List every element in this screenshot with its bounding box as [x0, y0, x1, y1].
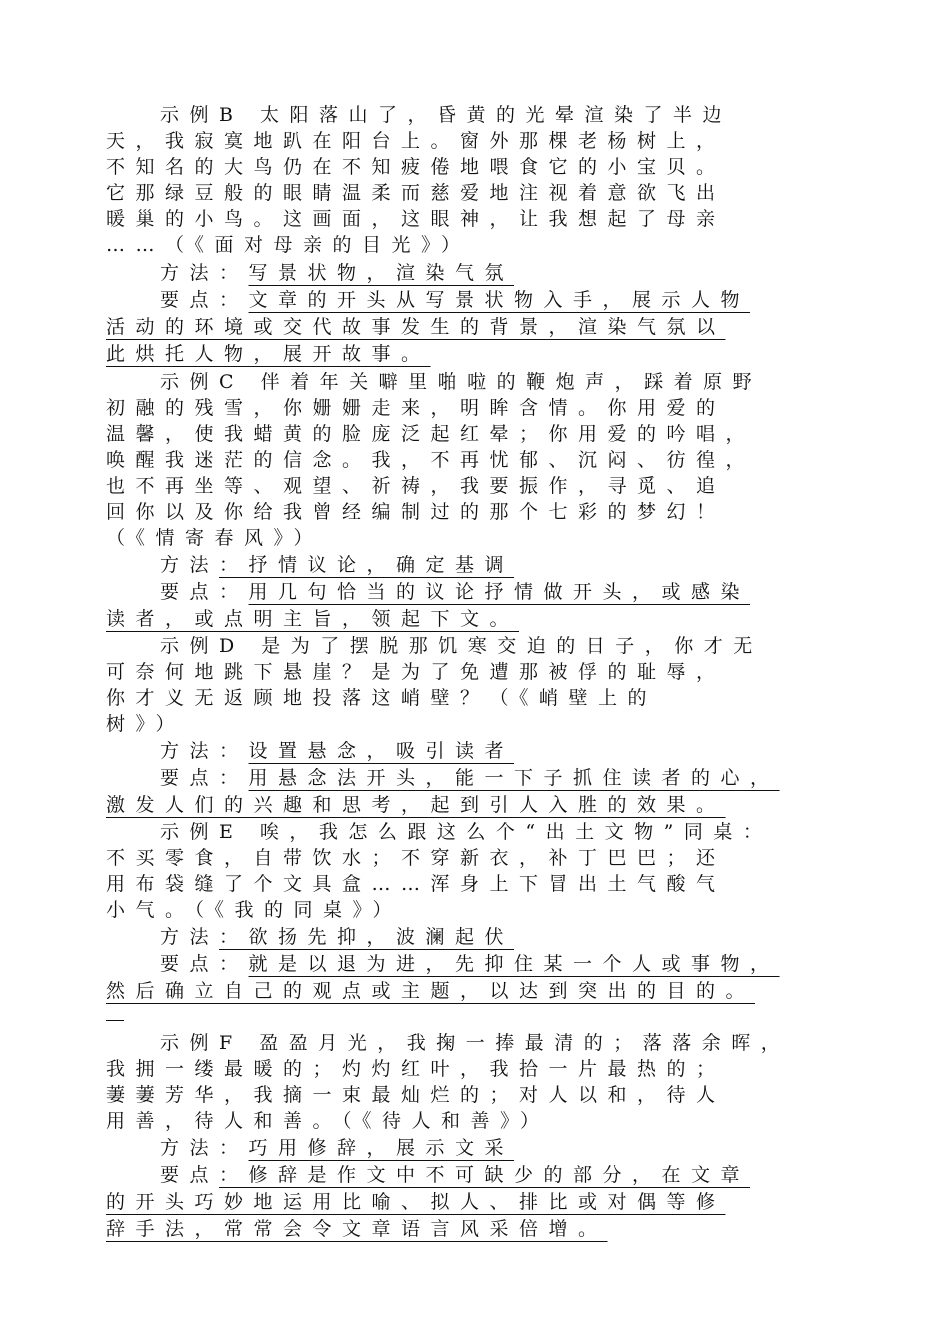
- example-d-point-line: 激发人们的兴趣和思考，起到引人入胜的效果。: [106, 794, 726, 816]
- example-d-line: 示例D 是为了摆脱那饥寒交迫的日子，你才无: [160, 635, 763, 657]
- point-text: 文章的开头从写景状物入手，展示人物: [248, 289, 751, 311]
- example-e-point-line: 然后确立自己的观点或主题，以达到突出的目的。: [106, 980, 756, 1002]
- example-f-method: [160, 1135, 866, 1161]
- method-label: 方法: [160, 554, 220, 576]
- example-e-line: 不买零食，自带饮水；不穿新衣，补丁巴巴；还: [106, 847, 726, 869]
- example-d-line: 你才义无返顾地投落这峭壁？（《峭壁上的: [106, 687, 658, 709]
- example-c-method: [160, 552, 866, 578]
- example-b-point: [160, 287, 866, 313]
- example-c-point-line: 读者，或点明主旨，领起下文。: [106, 608, 520, 630]
- example-e-method: [160, 924, 866, 950]
- example-f-line: 用善，待人和善。（《待人和善》）: [106, 1110, 550, 1132]
- method-text: 写景状物，渲染气氛: [248, 262, 515, 284]
- point-text: ：修辞是作文中不可缺少的部分，在文章: [219, 1164, 751, 1186]
- example-b-point-line: 活动的环境或交代故事发生的背景，渲染气氛以: [106, 316, 726, 338]
- method-label: 方法：: [160, 740, 249, 762]
- example-f-line: 萋萋芳华，我摘一束最灿烂的；对人以和，待人: [106, 1084, 726, 1106]
- example-c-line: （《情寄春风》）: [106, 527, 324, 549]
- dash-mark: [106, 1020, 124, 1021]
- point-text: 就是以退为进，先抑住某一个人或事物，: [248, 953, 780, 975]
- method-label: 方法：: [160, 262, 249, 284]
- example-b-line: 暖巢的小鸟。这画面，这眼神，让我想起了母亲: [106, 208, 726, 230]
- method-text: ：抒情议论，确定基调: [219, 554, 515, 576]
- example-f-point-line: 辞手法，常常会令文章语言风采倍增。: [106, 1218, 608, 1240]
- method-text: 设置悬念，吸引读者: [248, 740, 515, 762]
- example-d-method: [160, 738, 866, 764]
- method-text: 巧用修辞，展示文采: [248, 1137, 515, 1159]
- example-e-line: 小气。（《我的同桌》）: [106, 899, 403, 921]
- method-label: 方法：: [160, 1137, 249, 1159]
- example-c-line: 回你以及你给我曾经编制过的那个七彩的梦幻！: [106, 501, 726, 523]
- example-e-line: 示例E 唉，我怎么跟这么个“出土文物”同桌：: [160, 821, 773, 843]
- point-label: 要点：: [160, 767, 249, 789]
- example-c-line: 初融的残雪，你姗姗走来，明眸含情。你用爱的: [106, 397, 726, 419]
- example-b-line: ……（《面对母亲的目光》）: [106, 234, 471, 256]
- example-f-point: [160, 1162, 866, 1188]
- example-b-method: [160, 260, 866, 286]
- example-f-line: 示例F 盈盈月光，我掬一捧最清的；落落余晖，: [160, 1032, 791, 1054]
- point-label: 要点：: [160, 953, 249, 975]
- example-f-line: 我拥一缕最暖的；灼灼红叶，我拾一片最热的；: [106, 1058, 726, 1080]
- example-b-line: 它那绿豆般的眼睛温柔而慈爱地注视着意欲飞出: [106, 182, 726, 204]
- example-b-line: 天，我寂寞地趴在阳台上。窗外那棵老杨树上，: [106, 130, 726, 152]
- point-label: 要点：: [160, 289, 249, 311]
- example-d-line: 树》）: [106, 713, 186, 735]
- example-c-point: [160, 579, 866, 605]
- point-text: 用几句恰当的议论抒情做开头，或感染: [248, 581, 751, 603]
- example-b-point-line: 此烘托人物，展开故事。: [106, 343, 431, 365]
- example-e-point: [160, 951, 866, 977]
- method-label: 方法: [160, 926, 220, 948]
- point-text: 用悬念法开头，能一下子抓住读者的心，: [248, 767, 780, 789]
- example-e-line: 用布袋缝了个文具盒……浑身上下冒出土气酸气: [106, 873, 726, 895]
- example-c-line: 示例C 伴着年关噼里啪啦的鞭炮声，踩着原野: [160, 371, 763, 393]
- example-d-point: [160, 765, 866, 791]
- method-text: ：欲扬先抑，波澜起伏: [219, 926, 515, 948]
- example-b-line: 示例B 太阳落山了，昏黄的光晕渲染了半边: [160, 104, 733, 126]
- point-label: 要点: [160, 1164, 220, 1186]
- example-b-line: 不知名的大鸟仍在不知疲倦地喂食它的小宝贝。: [106, 156, 726, 178]
- example-f-point-line: 的开头巧妙地运用比喻、拟人、排比或对偶等修: [106, 1191, 726, 1213]
- example-c-line: 唤醒我迷茫的信念。我，不再忧郁、沉闷、彷徨，: [106, 449, 756, 471]
- point-label: 要点：: [160, 581, 249, 603]
- example-c-line: 温馨，使我蜡黄的脸庞泛起红晕；你用爱的吟唱，: [106, 423, 756, 445]
- example-d-line: 可奈何地跳下悬崖？是为了免遭那被俘的耻辱，: [106, 661, 726, 683]
- example-c-line: 也不再坐等、观望、祈祷，我要振作，寻觅、追: [106, 475, 726, 497]
